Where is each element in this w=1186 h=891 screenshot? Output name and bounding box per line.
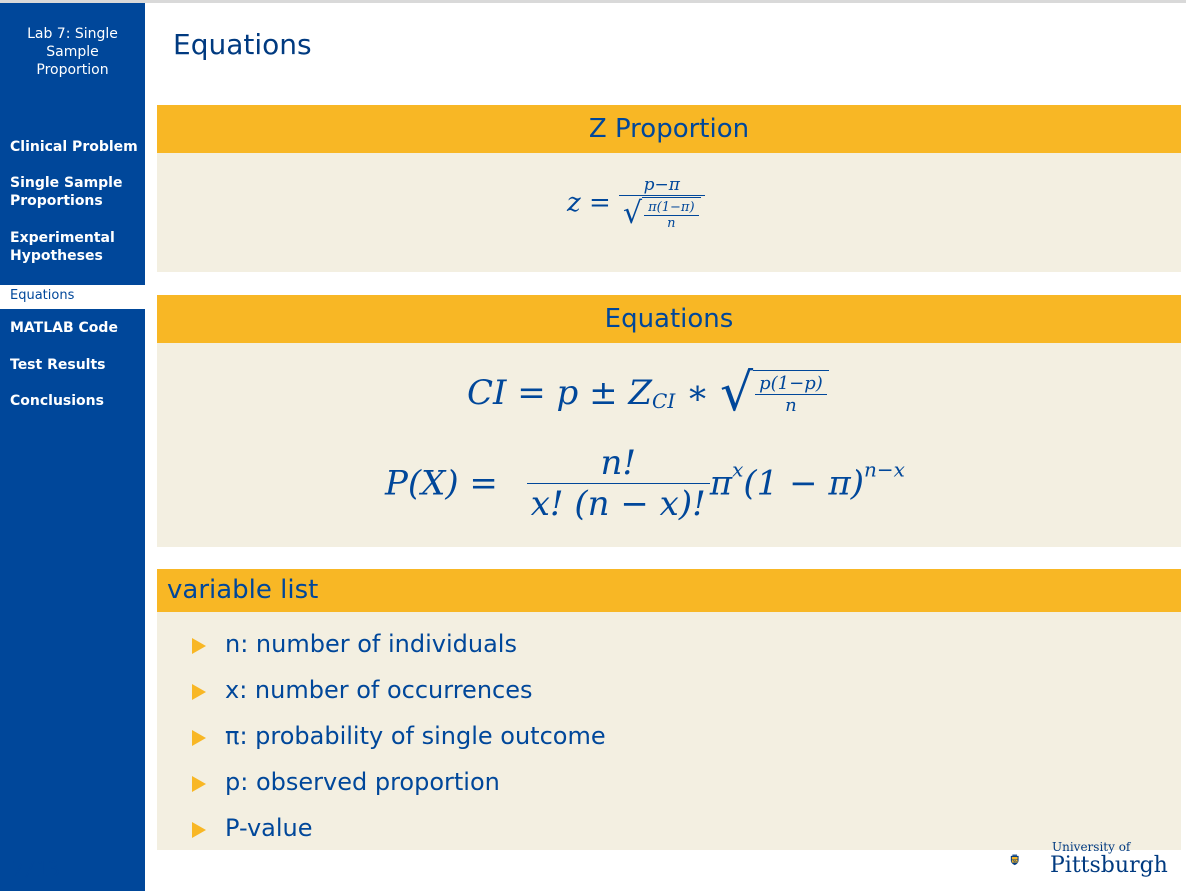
nav-item-equations[interactable] [0, 285, 145, 309]
university-seal-icon [1010, 838, 1050, 882]
list-item-text: n: number of individuals [225, 630, 517, 658]
px-fraction [527, 443, 710, 524]
px-pi: π [709, 463, 733, 504]
px-denominator: x! (n − x)! [527, 483, 710, 524]
ci-radicand-num: p(1−p) [759, 373, 823, 395]
logo-text-line2: Pittsburgh [1050, 853, 1168, 878]
ci-radicand [753, 370, 829, 417]
equations-header: Equations [157, 295, 1181, 343]
bullet-triangle-icon [192, 730, 206, 746]
ci-formula [467, 363, 829, 423]
nav-item-experimental-hypotheses[interactable]: Experimental Hypotheses [10, 230, 115, 264]
bullet-triangle-icon [192, 822, 206, 838]
bullet-triangle-icon [192, 684, 206, 700]
ci-lhs: CI = p ± Z [467, 373, 653, 413]
z-radicand-num: π(1−π) [648, 199, 695, 215]
px-exponent-n-x: n−x [864, 457, 905, 482]
sidebar [0, 3, 145, 891]
equations-body [157, 343, 1181, 547]
list-item-text: P-value [225, 814, 313, 842]
variable-list-header: variable list [157, 569, 1181, 612]
ci-sqrt: √ $\frac{p(1-p)}{n}$ [720, 363, 829, 423]
logo-text-line1: University of [1052, 840, 1131, 854]
z-proportion-header: Z Proportion [157, 105, 1181, 153]
list-item-text: π: probability of single outcome [225, 722, 606, 750]
z-proportion-body [157, 153, 1181, 272]
presentation-title[interactable]: Lab 7: Single Sample Proportion [27, 26, 118, 78]
variable-list-block [157, 569, 1181, 850]
nav-item-test-results[interactable]: Test Results [10, 357, 106, 373]
z-formula [567, 175, 705, 231]
px-complement: (1 − π) [743, 463, 865, 504]
z-denominator [619, 195, 705, 231]
z-radicand-den: n [644, 215, 698, 231]
px-lhs: P(X) = [385, 463, 498, 504]
ci-radicand-den: n [755, 394, 827, 416]
top-rule [0, 0, 1186, 3]
binomial-formula [385, 443, 905, 524]
z-sqrt: √ $\frac{\pi(1-\pi)}{n}$ [623, 196, 701, 231]
nav-item-single-sample-proportions[interactable]: Single Sample Proportions [10, 175, 123, 209]
nav-item-conclusions[interactable]: Conclusions [10, 393, 104, 409]
z-radicand [642, 197, 700, 231]
px-numerator: n! [600, 443, 637, 483]
z-proportion-block [157, 105, 1181, 272]
bullet-triangle-icon [192, 776, 206, 792]
px-exponent-x: x [732, 457, 744, 482]
z-numerator: p−π [643, 175, 680, 195]
z-fraction [619, 175, 705, 231]
list-item-text: x: number of occurrences [225, 676, 533, 704]
page-number: 7/13 [12, 857, 61, 881]
z-lhs: z = [567, 188, 611, 218]
nav-item-matlab-code[interactable]: MATLAB Code [10, 320, 118, 336]
nav-item-equations-label: Equations [10, 288, 75, 303]
ci-subscript: CI [652, 389, 676, 413]
bullet-triangle-icon [192, 638, 206, 654]
ci-operator: ∗ [675, 373, 720, 413]
list-item-text: p: observed proportion [225, 768, 500, 796]
slide-title: Equations [173, 28, 312, 61]
nav-item-clinical-problem[interactable]: Clinical Problem [10, 139, 138, 155]
equations-block [157, 295, 1181, 547]
